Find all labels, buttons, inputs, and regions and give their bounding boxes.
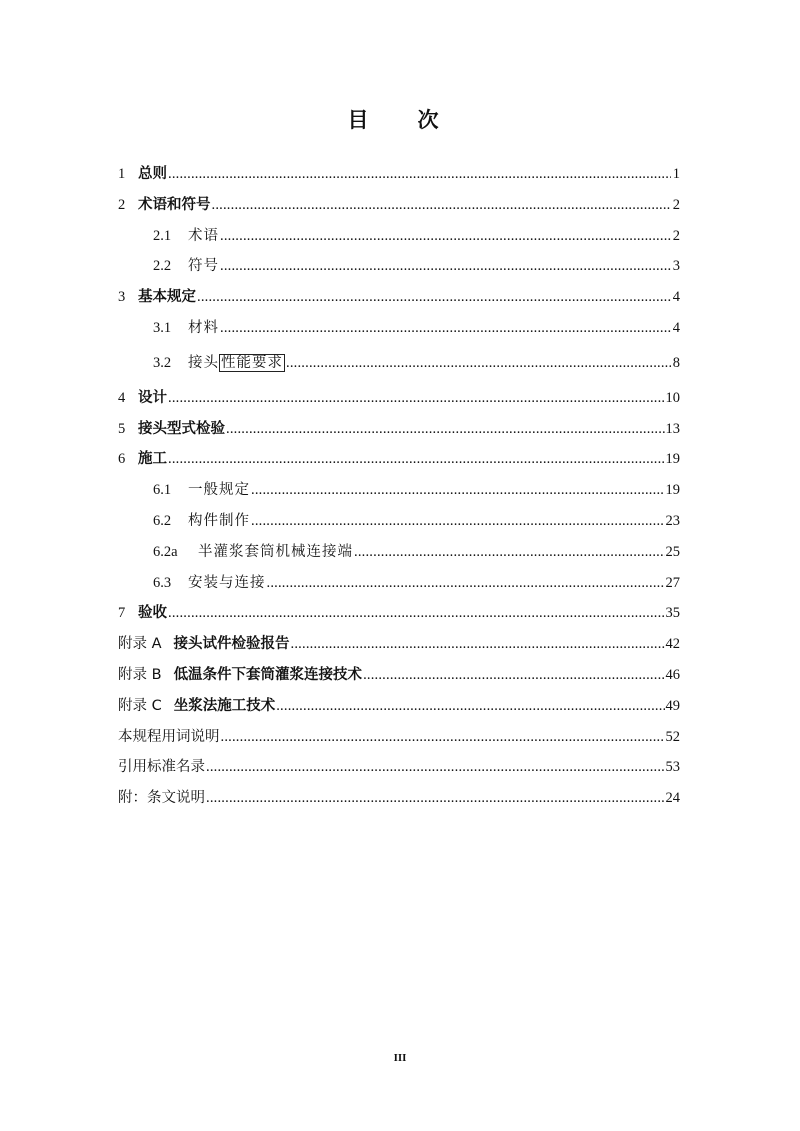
toc-number: 1	[118, 166, 126, 182]
toc-leader-dots	[251, 482, 665, 499]
toc-page-number: 52	[665, 728, 680, 745]
toc-entry-2-2[interactable]	[118, 254, 680, 285]
toc-entry-appendix-a[interactable]	[118, 632, 680, 663]
page-number-footer: III	[393, 1052, 407, 1064]
toc-number: 附录 B	[118, 666, 162, 683]
toc-leader-dots	[168, 451, 665, 468]
toc-page-number: 19	[665, 482, 680, 499]
toc-leader-dots	[197, 289, 671, 306]
toc-page-number: 53	[665, 759, 680, 776]
toc-page-number: 49	[665, 697, 680, 714]
toc-number: 附录 A	[118, 636, 162, 653]
toc-number: 6.3	[153, 574, 172, 591]
toc-title: 构件制作	[188, 512, 250, 529]
toc-leader-dots	[220, 320, 671, 337]
toc-title: 施工	[138, 451, 167, 468]
toc-entry-3-2[interactable]	[118, 347, 680, 386]
toc-title-part: 接头	[188, 354, 219, 371]
toc-leader-dots	[168, 605, 665, 622]
toc-leader-dots	[168, 166, 671, 183]
toc-entry-4[interactable]	[118, 386, 680, 417]
toc-number: 3.1	[153, 319, 172, 336]
toc-number: 4	[118, 389, 126, 406]
toc-number: 附录 C	[118, 697, 162, 714]
toc-title: 引用标准名录	[118, 759, 205, 776]
toc-title: 材料	[188, 319, 219, 336]
toc-page-number: 2	[672, 196, 680, 213]
toc-leader-dots	[220, 258, 671, 275]
toc-entry-3-1[interactable]	[118, 316, 680, 347]
toc-page-number: 4	[672, 319, 680, 336]
toc-entry-2[interactable]	[118, 193, 680, 224]
toc-entry-referenced-standards[interactable]	[118, 755, 680, 786]
toc-title: 附：条文说明	[118, 790, 205, 807]
toc-page-number: 1	[672, 166, 680, 182]
toc-title: 符号	[188, 258, 219, 275]
toc-title: 安装与连接	[188, 574, 266, 591]
toc-leader-dots	[251, 513, 665, 530]
toc-title: 接头试件检验报告	[173, 636, 290, 653]
toc-title: 基本规定	[138, 289, 196, 306]
toc-page-number: 25	[665, 543, 680, 560]
toc-title: 术语和符号	[138, 196, 211, 213]
toc-title: 总则	[138, 166, 167, 182]
toc-leader-dots	[220, 228, 671, 245]
toc-leader-dots	[206, 759, 665, 776]
toc-entry-5[interactable]	[118, 417, 680, 448]
toc-entry-commentary[interactable]	[118, 786, 680, 817]
toc-page-number: 3	[672, 258, 680, 275]
toc-entry-terms-explanation[interactable]	[118, 725, 680, 756]
toc-title: 术语	[188, 227, 219, 244]
table-of-contents	[118, 162, 680, 817]
toc-entry-1[interactable]	[118, 162, 680, 193]
toc-page-number: 4	[672, 289, 680, 306]
toc-number: 6.1	[153, 482, 172, 499]
toc-entry-6-2a[interactable]	[118, 540, 680, 571]
page-title: 目 次	[347, 108, 453, 132]
toc-title: 一般规定	[188, 482, 250, 499]
toc-entry-6-2[interactable]	[118, 509, 680, 540]
toc-page-number: 23	[665, 512, 680, 529]
toc-number: 6.2	[153, 512, 172, 529]
toc-leader-dots	[206, 790, 665, 807]
toc-title	[188, 351, 285, 372]
toc-leader-dots	[363, 667, 664, 684]
toc-leader-dots	[276, 698, 664, 715]
toc-entry-6[interactable]	[118, 447, 680, 478]
toc-title: 坐浆法施工技术	[173, 697, 276, 714]
toc-page-number: 35	[665, 605, 680, 622]
toc-number: 5	[118, 420, 126, 437]
toc-leader-dots	[212, 197, 672, 214]
toc-leader-dots	[226, 421, 665, 438]
highlight-box: 性能要求	[221, 354, 283, 371]
toc-page-number: 13	[665, 420, 680, 437]
toc-page-number: 10	[665, 389, 680, 406]
toc-page-number: 19	[665, 451, 680, 468]
toc-entry-appendix-c[interactable]	[118, 694, 680, 725]
toc-title: 接头型式检验	[138, 420, 225, 437]
toc-entry-7[interactable]	[118, 601, 680, 632]
toc-leader-dots	[354, 544, 665, 561]
toc-leader-dots	[267, 575, 665, 592]
toc-leader-dots	[286, 355, 671, 372]
toc-entry-2-1[interactable]	[118, 224, 680, 255]
toc-entry-appendix-b[interactable]	[118, 663, 680, 694]
toc-entry-3[interactable]	[118, 285, 680, 316]
toc-title: 验收	[138, 605, 167, 622]
toc-title: 本规程用词说明	[118, 728, 220, 745]
toc-leader-dots	[168, 390, 665, 407]
toc-number: 2.1	[153, 227, 172, 244]
toc-leader-dots	[291, 636, 665, 653]
toc-number: 3.2	[153, 354, 172, 371]
toc-number: 2	[118, 196, 126, 213]
toc-number: 3	[118, 289, 126, 306]
toc-number: 2.2	[153, 258, 172, 275]
toc-page-number: 27	[665, 574, 680, 591]
toc-title: 半灌浆套筒机械连接端	[198, 543, 353, 560]
toc-page-number: 8	[672, 354, 680, 371]
toc-leader-dots	[221, 729, 665, 746]
toc-entry-6-1[interactable]	[118, 478, 680, 509]
toc-title: 低温条件下套筒灌浆连接技术	[173, 666, 363, 683]
toc-page-number: 42	[665, 636, 680, 653]
toc-number: 7	[118, 605, 126, 622]
toc-page-number: 2	[672, 227, 680, 244]
toc-title: 设计	[138, 389, 167, 406]
toc-number: 6	[118, 451, 126, 468]
toc-number: 6.2a	[153, 543, 178, 560]
toc-page-number: 46	[665, 666, 680, 683]
toc-page-number: 24	[665, 790, 680, 807]
toc-entry-6-3[interactable]	[118, 571, 680, 602]
